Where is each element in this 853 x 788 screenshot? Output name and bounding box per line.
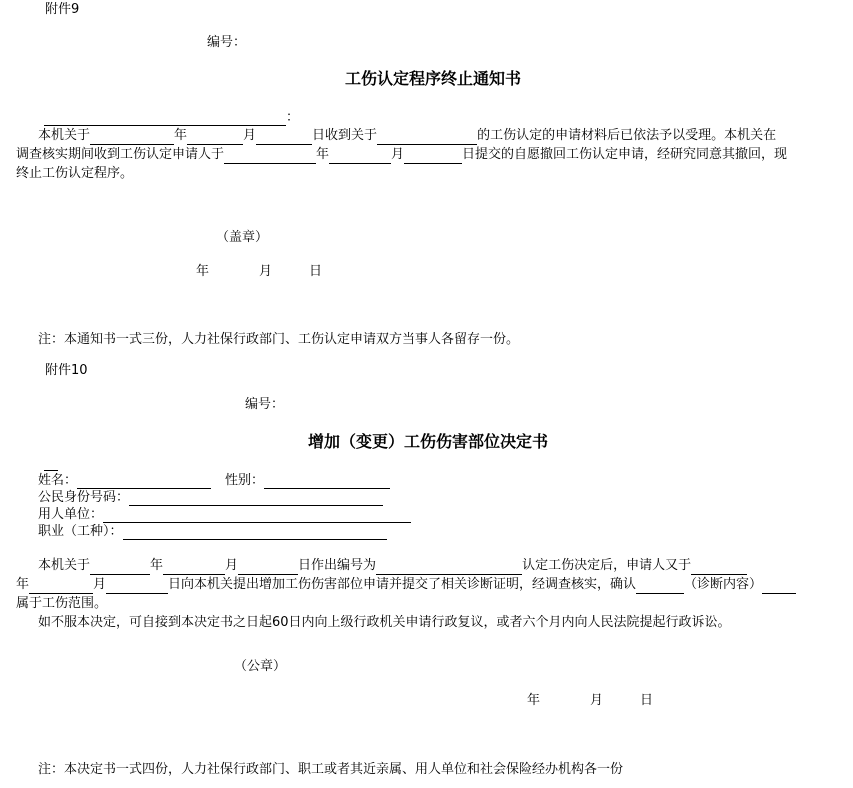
gender-field[interactable] xyxy=(264,475,390,489)
seal-label: （盖章） xyxy=(216,230,269,245)
document-number-label: 编号： xyxy=(207,35,247,50)
blank-diagnosis-left[interactable] xyxy=(636,580,684,594)
document-title: 工伤认定程序终止通知书 xyxy=(345,69,522,88)
name-row: 姓名： 性别： xyxy=(38,473,390,489)
blank-month-withdraw[interactable] xyxy=(329,150,391,164)
blank-year-applied[interactable] xyxy=(691,561,747,575)
id-row: 公民身份号码： xyxy=(38,490,383,506)
blank-year-received[interactable] xyxy=(90,131,174,145)
blank-day-applied[interactable] xyxy=(106,580,168,594)
blank-year-withdraw[interactable] xyxy=(224,150,316,164)
employer-row: 用人单位： xyxy=(38,507,411,523)
date-day: 日 xyxy=(309,264,323,279)
addressee-line: ： xyxy=(44,110,299,126)
employer-field[interactable] xyxy=(103,509,411,523)
date-month: 月 xyxy=(590,693,604,708)
attachment-label: 附件10 xyxy=(45,363,88,378)
date-year: 年 xyxy=(527,693,541,708)
addressee-line xyxy=(44,455,58,471)
blank-day-made[interactable] xyxy=(238,561,298,575)
seal-label: （公章） xyxy=(234,659,287,674)
body-line-1: 本机关于 年 月 日作出编号为 认定工伤决定后，申请人又于 xyxy=(16,556,838,575)
blank-day-withdraw[interactable] xyxy=(404,150,462,164)
body-line-3: 终止工伤认定程序。 xyxy=(16,166,134,181)
blank-day-received[interactable] xyxy=(256,131,312,145)
notice-body xyxy=(16,126,838,183)
body-line-1: 本机关于 年 月 日收到关于 的工伤认定的申请材料后已依法予以受理。本机关在 xyxy=(38,128,777,143)
body-line-3: 属于工伤范围。 xyxy=(16,596,108,611)
document-number-label: 编号： xyxy=(245,397,285,412)
appeal-notice: 如不服本决定，可自接到本决定书之日起60日内向上级行政机关申请行政复议，或者六个月内向人民法院提起行政诉讼。 xyxy=(38,615,731,630)
body-line-2: 调查核实期间收到工伤认定申请人于 年 月 日提交的自愿撤回工伤认定申请，经研究同意其撤回，现 xyxy=(16,147,788,162)
diagnosis-placeholder: （诊断内容） xyxy=(684,577,763,592)
blank-month-received[interactable] xyxy=(187,131,243,145)
decision-body xyxy=(16,556,838,632)
blank-year-made[interactable] xyxy=(90,561,150,575)
date-year: 年 xyxy=(196,264,210,279)
attachment-label: 附件9 xyxy=(45,2,80,17)
footnote: 注：本决定书一式四份，人力社保行政部门、职工或者其近亲属、用人单位和社会保险经办机构各一份 xyxy=(38,762,624,777)
blank-month-made[interactable] xyxy=(163,561,225,575)
blank-month-applied[interactable] xyxy=(29,580,93,594)
name-field[interactable] xyxy=(77,475,211,489)
body-line-2: 年 月 日向本机关提出增加工伤伤害部位申请并提交了相关诊断证明，经调查核实，确认 （诊断内容） xyxy=(16,575,838,594)
date-day: 日 xyxy=(640,693,654,708)
blank-diagnosis-right[interactable] xyxy=(762,580,796,594)
date-month: 月 xyxy=(259,264,273,279)
blank-decision-number[interactable] xyxy=(376,561,522,575)
job-row: 职业（工种）： xyxy=(38,524,387,540)
id-number-field[interactable] xyxy=(129,492,383,506)
addressee-blank[interactable] xyxy=(44,112,286,126)
blank-applicant[interactable] xyxy=(377,131,477,145)
addressee-blank[interactable] xyxy=(44,457,58,471)
document-title: 增加（变更）工伤伤害部位决定书 xyxy=(308,432,549,451)
job-field[interactable] xyxy=(123,526,387,540)
footnote: 注：本通知书一式三份，人力社保行政部门、工伤认定申请双方当事人各留存一份。 xyxy=(38,332,520,347)
